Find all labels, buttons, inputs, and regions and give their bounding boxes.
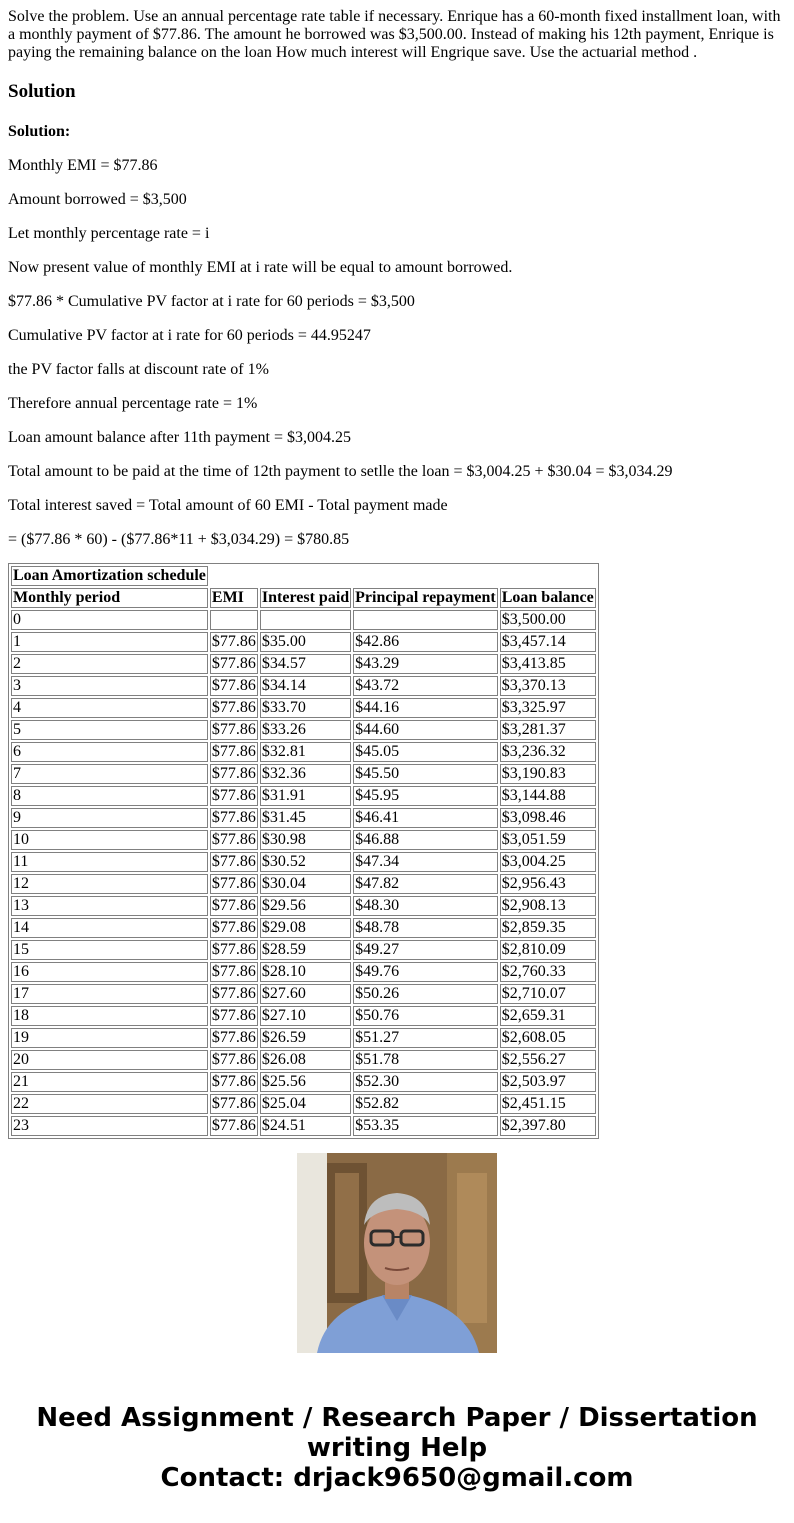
emi-cell: $77.86 (211, 633, 256, 650)
balance-cell: $3,500.00 (500, 610, 596, 630)
table-row (11, 852, 596, 872)
solution-step: $77.86 * Cumulative PV factor at i rate for 60 periods = $3,500 (8, 293, 415, 310)
principal-cell: $48.30 (353, 896, 498, 916)
principal-cell: $52.30 (353, 1072, 498, 1092)
period-cell: 4 (11, 698, 208, 718)
emi-cell: $77.86 (211, 919, 256, 936)
emi-cell: $77.86 (211, 721, 256, 738)
balance-cell: $3,457.14 (500, 632, 596, 652)
period-cell: 5 (11, 720, 208, 740)
interest-cell: $27.60 (260, 984, 351, 1004)
principal-cell: $43.72 (353, 676, 498, 696)
principal-cell: $45.50 (353, 764, 498, 784)
period-cell: 7 (11, 764, 208, 784)
principal-cell: $51.78 (353, 1050, 498, 1070)
balance-cell: $2,608.05 (500, 1028, 596, 1048)
period-cell: 11 (11, 852, 208, 872)
period-cell: 1 (11, 632, 208, 652)
column-header-period: Monthly period (11, 588, 208, 608)
balance-cell: $2,397.80 (500, 1116, 596, 1136)
balance-cell: $2,503.97 (500, 1072, 596, 1092)
emi-cell: $77.86 (211, 1095, 256, 1112)
table-row (11, 1050, 596, 1070)
principal-cell (353, 610, 498, 630)
emi-cell: $77.86 (211, 1117, 256, 1134)
balance-cell: $2,451.15 (500, 1094, 596, 1114)
table-row (11, 896, 596, 916)
principal-cell: $47.82 (353, 874, 498, 894)
principal-cell: $44.60 (353, 720, 498, 740)
solution-document (8, 0, 786, 549)
principal-cell: $52.82 (353, 1094, 498, 1114)
table-row (11, 874, 596, 894)
balance-cell: $2,556.27 (500, 1050, 596, 1070)
balance-cell: $2,710.07 (500, 984, 596, 1004)
table-row (11, 698, 596, 718)
solution-step: Total amount to be paid at the time of 12th payment to setlle the loan = $3,004.25 + $30.04 = $3,034.29 (8, 463, 673, 480)
column-header-emi: EMI (210, 588, 258, 608)
promo-contact: Contact: drjack9650@gmail.com (160, 1463, 634, 1493)
balance-cell: $2,659.31 (500, 1006, 596, 1026)
period-cell: 0 (11, 610, 208, 630)
table-row (11, 676, 596, 696)
table-row (11, 1072, 596, 1092)
balance-cell: $3,144.88 (500, 786, 596, 806)
balance-cell: $2,956.43 (500, 874, 596, 894)
emi-cell: $77.86 (211, 985, 256, 1002)
principal-cell: $46.41 (353, 808, 498, 828)
period-cell: 2 (11, 654, 208, 674)
emi-cell: $77.86 (211, 1073, 256, 1090)
solution-step: Loan amount balance after 11th payment = $3,004.25 (8, 429, 351, 446)
balance-cell: $2,760.33 (500, 962, 596, 982)
table-header-row (11, 588, 596, 608)
table-row (11, 1116, 596, 1136)
period-cell: 9 (11, 808, 208, 828)
interest-cell: $27.10 (260, 1006, 351, 1026)
interest-cell: $35.00 (260, 632, 351, 652)
promo-banner (0, 1403, 794, 1493)
period-cell: 12 (11, 874, 208, 894)
emi-cell: $77.86 (211, 963, 256, 980)
interest-cell: $30.04 (260, 874, 351, 894)
interest-cell: $34.57 (260, 654, 351, 674)
solution-step: = ($77.86 * 60) - ($77.86*11 + $3,034.29) = $780.85 (8, 531, 350, 548)
table-row (11, 786, 596, 806)
table-row (11, 984, 596, 1004)
principal-cell: $53.35 (353, 1116, 498, 1136)
interest-cell: $32.36 (260, 764, 351, 784)
period-cell: 14 (11, 918, 208, 938)
interest-cell: $25.56 (260, 1072, 351, 1092)
balance-cell: $3,098.46 (500, 808, 596, 828)
column-header-balance: Loan balance (501, 589, 594, 606)
period-cell: 19 (11, 1028, 208, 1048)
principal-cell: $45.05 (353, 742, 498, 762)
balance-cell: $2,810.09 (500, 940, 596, 960)
promo-line: writing Help (306, 1433, 488, 1463)
emi-cell: $77.86 (211, 677, 256, 694)
table-row (11, 632, 596, 652)
balance-cell: $2,859.35 (500, 918, 596, 938)
balance-cell: $3,051.59 (500, 830, 596, 850)
solution-step: the PV factor falls at discount rate of 1% (8, 361, 269, 378)
table-row (11, 742, 596, 762)
principal-cell: $43.29 (353, 654, 498, 674)
interest-cell: $34.14 (260, 676, 351, 696)
interest-cell: $28.59 (260, 940, 351, 960)
solution-step: Total interest saved = Total amount of 60 EMI - Total payment made (8, 497, 448, 514)
table-row (11, 1094, 596, 1114)
table-row (11, 764, 596, 784)
emi-cell: $77.86 (211, 875, 256, 892)
period-cell: 10 (11, 830, 208, 850)
period-cell: 15 (11, 940, 208, 960)
author-portrait-icon (297, 1153, 497, 1353)
principal-cell: $51.27 (353, 1028, 498, 1048)
table-row (11, 610, 596, 630)
interest-cell: $32.81 (260, 742, 351, 762)
period-cell: 3 (11, 676, 208, 696)
period-cell: 23 (11, 1116, 208, 1136)
balance-cell: $3,281.37 (500, 720, 596, 740)
balance-cell: $3,325.97 (500, 698, 596, 718)
principal-cell: $46.88 (353, 830, 498, 850)
emi-cell: $77.86 (211, 655, 256, 672)
emi-cell: $77.86 (211, 1051, 256, 1068)
emi-cell: $77.86 (211, 831, 256, 848)
interest-cell: $25.04 (260, 1094, 351, 1114)
interest-cell (260, 610, 351, 630)
portrait-illustration (297, 1153, 497, 1353)
period-cell: 13 (11, 896, 208, 916)
solution-heading: Solution (8, 81, 76, 102)
principal-cell: $42.86 (353, 632, 498, 652)
period-cell: 22 (11, 1094, 208, 1114)
emi-cell: $77.86 (211, 743, 256, 760)
principal-cell: $47.34 (353, 852, 498, 872)
emi-cell: $77.86 (211, 897, 256, 914)
period-cell: 8 (11, 786, 208, 806)
table-row (11, 1006, 596, 1026)
interest-cell: $26.59 (260, 1028, 351, 1048)
promo-line: Need Assignment / Research Paper / Dissertation (36, 1403, 758, 1433)
balance-cell: $3,413.85 (500, 654, 596, 674)
interest-cell: $33.70 (260, 698, 351, 718)
solution-step: Let monthly percentage rate = i (8, 225, 210, 242)
interest-cell: $31.45 (260, 808, 351, 828)
principal-cell: $50.76 (353, 1006, 498, 1026)
principal-cell: $45.95 (353, 786, 498, 806)
emi-cell: $77.86 (211, 699, 256, 716)
table-row (11, 962, 596, 982)
balance-cell: $3,370.13 (500, 676, 596, 696)
emi-cell: $77.86 (211, 765, 256, 782)
principal-cell: $50.26 (353, 984, 498, 1004)
interest-cell: $29.08 (260, 918, 351, 938)
emi-cell: $77.86 (211, 853, 256, 870)
emi-cell: $77.86 (211, 1007, 256, 1024)
column-header-interest: Interest paid (261, 589, 350, 606)
principal-cell: $49.76 (353, 962, 498, 982)
table-row (11, 1028, 596, 1048)
interest-cell: $29.56 (260, 896, 351, 916)
balance-cell: $2,908.13 (500, 896, 596, 916)
interest-cell: $28.10 (260, 962, 351, 982)
period-cell: 17 (11, 984, 208, 1004)
table-row (11, 720, 596, 740)
balance-cell: $3,236.32 (500, 742, 596, 762)
solution-step: Now present value of monthly EMI at i rate will be equal to amount borrowed. (8, 259, 513, 276)
table-row (11, 918, 596, 938)
solution-step: Therefore annual percentage rate = 1% (8, 395, 258, 412)
period-cell: 18 (11, 1006, 208, 1026)
table-title-row (11, 566, 596, 586)
emi-cell: $77.86 (211, 1029, 256, 1046)
interest-cell: $31.91 (260, 786, 351, 806)
problem-statement: Solve the problem. Use an annual percentage rate table if necessary. Enrique has a 60-month fixed installment loan, with a monthly payment of $77.86. The amount he borrowed was $3,500.00. Instead of making his 12th payment, Enrique is paying the remaining balance on the loan How much interest will Engrique save. Use the actuarial method . (8, 8, 781, 61)
solution-step: Amount borrowed = $3,500 (8, 191, 187, 208)
table-title: Loan Amortization schedule (13, 567, 206, 584)
column-header-principal: Principal repayment (355, 589, 496, 606)
principal-cell: $49.27 (353, 940, 498, 960)
solution-label: Solution: (8, 123, 71, 140)
interest-cell: $24.51 (260, 1116, 351, 1136)
solution-step: Monthly EMI = $77.86 (8, 157, 158, 174)
amortization-table (8, 563, 599, 1139)
interest-cell: $26.08 (260, 1050, 351, 1070)
solution-step: Cumulative PV factor at i rate for 60 periods = 44.95247 (8, 327, 371, 344)
interest-cell: $30.98 (260, 830, 351, 850)
interest-cell: $33.26 (260, 720, 351, 740)
table-row (11, 808, 596, 828)
interest-cell: $30.52 (260, 852, 351, 872)
table-row (11, 940, 596, 960)
period-cell: 21 (11, 1072, 208, 1092)
balance-cell: $3,004.25 (500, 852, 596, 872)
emi-cell (210, 610, 258, 630)
amortization-table-viewport (8, 563, 599, 1134)
table-row (11, 654, 596, 674)
balance-cell: $3,190.83 (500, 764, 596, 784)
principal-cell: $44.16 (353, 698, 498, 718)
emi-cell: $77.86 (211, 809, 256, 826)
table-row (11, 830, 596, 850)
period-cell: 20 (11, 1050, 208, 1070)
principal-cell: $48.78 (353, 918, 498, 938)
emi-cell: $77.86 (211, 787, 256, 804)
period-cell: 16 (11, 962, 208, 982)
period-cell: 6 (11, 742, 208, 762)
emi-cell: $77.86 (211, 941, 256, 958)
